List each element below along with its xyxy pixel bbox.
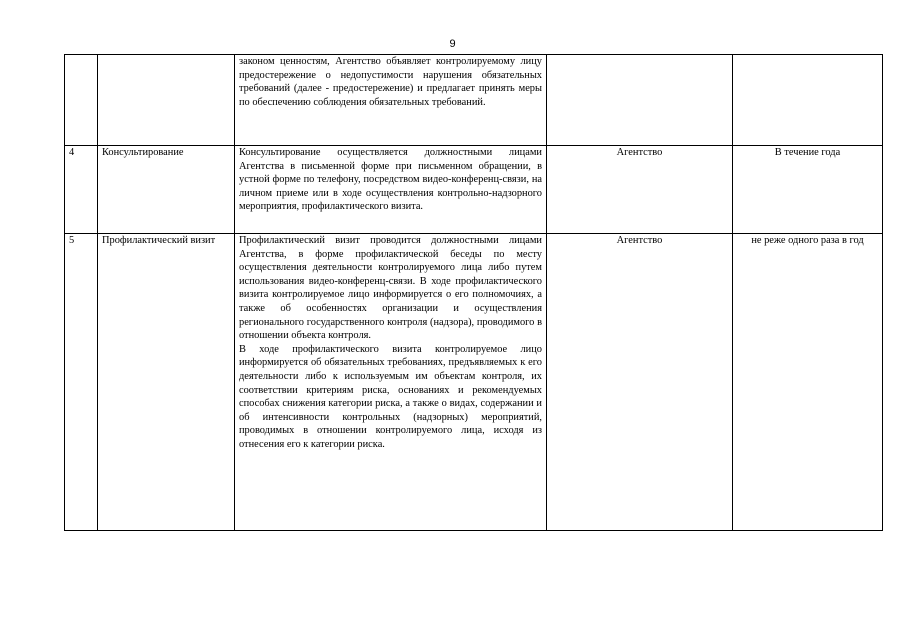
table-row — [65, 55, 883, 146]
measure-description-cell — [235, 55, 547, 146]
measure-name-cell — [98, 55, 235, 146]
measure-name-cell: Консультирование — [98, 146, 235, 234]
measure-name-cell: Профилактический визит — [98, 234, 235, 531]
measures-table — [64, 54, 883, 531]
responsible-cell: Агентство — [547, 146, 733, 234]
responsible-cell — [547, 55, 733, 146]
row-number-cell — [65, 55, 98, 146]
measure-description-cell — [235, 146, 547, 234]
description-paragraph: Консультирование осуществляется должностными лицами Агентства в письменной форме при письменном обращении, в устной форме по телефону, посредством видео-конференц-связи, на личном приеме или в ходе осуществления контрольно-надзорного мероприятия, профилактического визита. — [239, 147, 542, 213]
row-number-cell: 5 — [65, 234, 98, 531]
table-row — [65, 146, 883, 234]
term-cell — [733, 55, 883, 146]
term-cell: В течение года — [733, 146, 883, 234]
description-paragraph: законом ценностям, Агентство объявляет контролируемому лицу предостережение о недопустимости нарушения обязательных требований (далее - предостережение) и предлагает принять меры по обеспечению соблюдения обязательных требований. — [239, 56, 542, 108]
page-number: 9 — [449, 38, 456, 50]
term-cell: не реже одного раза в год — [733, 234, 883, 531]
row-number-cell: 4 — [65, 146, 98, 234]
table-row — [65, 234, 883, 531]
measure-description-cell — [235, 234, 547, 531]
description-paragraph: В ходе профилактического визита контролируемое лицо информируется об обязательных требованиях, предъявляемых к его деятельности либо к используемым им объектам контроля, их соответствии критериям риска, основаниях и рекомендуемых способах снижения категории риска, а также о видах, содержании и об интенсивности контрольных (надзорных) мероприятий, проводимых в отношении контролируемого лица, исходя из отнесения его к категории риска. — [239, 343, 542, 450]
description-paragraph: Профилактический визит проводится должностными лицами Агентства, в форме профилактической беседы по месту осуществления деятельности контролируемого лица либо путем использования видео-конференц-связи. В ходе профилактического визита контролируемое лицо информируется о его полномочиях, а также об особенностях организации и осуществления регионального государственного контроля (надзора), проводимого в отношении объекта контроля. — [239, 235, 542, 342]
responsible-cell: Агентство — [547, 234, 733, 531]
